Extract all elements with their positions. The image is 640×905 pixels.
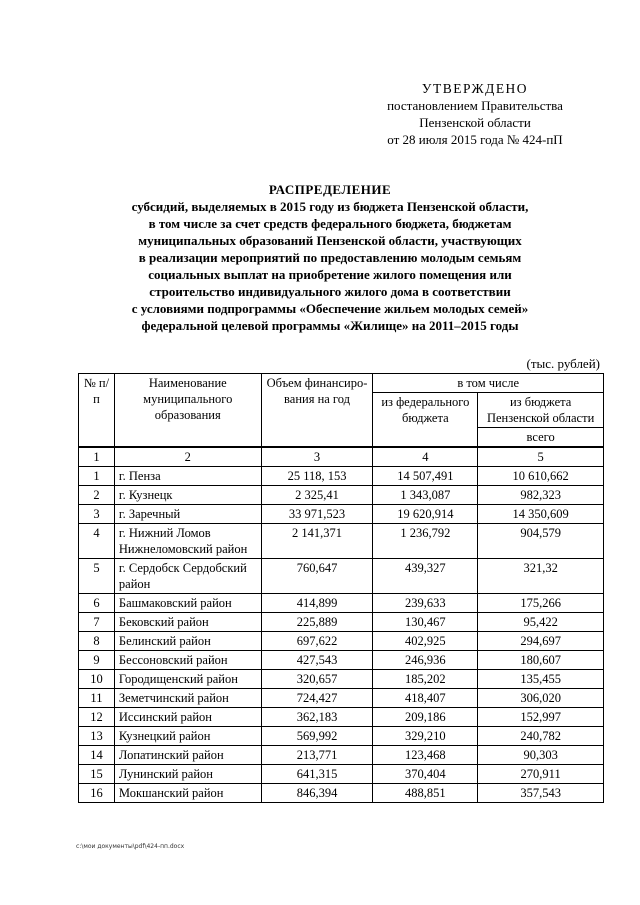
total-amount: 846,394: [261, 784, 373, 803]
total-amount: 33 971,523: [261, 505, 373, 524]
table-row: [79, 727, 604, 746]
federal-amount: 209,186: [373, 708, 478, 727]
regional-amount: 95,422: [478, 613, 604, 632]
federal-amount: 185,202: [373, 670, 478, 689]
municipality-name: Иссинский район: [114, 708, 261, 727]
municipality-name: г. Сердобск Сердобский район: [114, 559, 261, 594]
total-amount: 320,657: [261, 670, 373, 689]
regional-amount: 306,020: [478, 689, 604, 708]
total-amount: 641,315: [261, 765, 373, 784]
total-amount: 213,771: [261, 746, 373, 765]
total-amount: 414,899: [261, 594, 373, 613]
column-number: 3: [261, 447, 373, 467]
row-number: 6: [79, 594, 115, 613]
row-number: 7: [79, 613, 115, 632]
row-number: 10: [79, 670, 115, 689]
total-amount: 2 141,371: [261, 524, 373, 559]
total-amount: 760,647: [261, 559, 373, 594]
approval-line: Пензенской области: [419, 115, 531, 130]
total-amount: 427,543: [261, 651, 373, 670]
total-amount: 25 118, 153: [261, 467, 373, 486]
header-including: в том числе: [373, 374, 604, 393]
header-num: № п/п: [79, 374, 115, 448]
table-row: [79, 559, 604, 594]
municipality-name: Городищенский район: [114, 670, 261, 689]
approval-line: от 28 июля 2015 года № 424-пП: [387, 132, 563, 147]
regional-amount: 180,607: [478, 651, 604, 670]
title-line: в реализации мероприятий по предоставлению молодым семьям: [138, 250, 522, 265]
federal-amount: 370,404: [373, 765, 478, 784]
municipality-name: Мокшанский район: [114, 784, 261, 803]
row-number: 13: [79, 727, 115, 746]
municipality-name: г. Пенза: [114, 467, 261, 486]
table-row: [79, 467, 604, 486]
title-line: строительство индивидуального жилого дома в соответствии: [149, 284, 511, 299]
total-amount: 2 325,41: [261, 486, 373, 505]
row-number: 9: [79, 651, 115, 670]
municipality-name: г. Кузнецк: [114, 486, 261, 505]
row-number: 3: [79, 505, 115, 524]
title-line: федеральной целевой программы «Жилище» на 2011–2015 годы: [141, 318, 519, 333]
header-total: Объем финансиро-вания на год: [261, 374, 373, 448]
approval-line: постановлением Правительства: [387, 98, 563, 113]
regional-amount: 270,911: [478, 765, 604, 784]
document-title: [60, 181, 600, 334]
federal-amount: 418,407: [373, 689, 478, 708]
row-number: 5: [79, 559, 115, 594]
federal-amount: 123,468: [373, 746, 478, 765]
table-row: [79, 594, 604, 613]
municipality-name: Земетчинский район: [114, 689, 261, 708]
municipality-name: Башмаковский район: [114, 594, 261, 613]
title-line: с условиями подпрограммы «Обеспечение жильем молодых семей»: [131, 301, 529, 316]
title-line: в том числе за счет средств федерального бюджета, бюджетам: [148, 216, 512, 231]
column-number: 1: [79, 447, 115, 467]
row-number: 14: [79, 746, 115, 765]
header-regional: из бюджета Пензенской области: [478, 393, 604, 428]
table-row: [79, 765, 604, 784]
column-number: 4: [373, 447, 478, 467]
regional-amount: 294,697: [478, 632, 604, 651]
row-number: 12: [79, 708, 115, 727]
column-number: 5: [478, 447, 604, 467]
row-number: 4: [79, 524, 115, 559]
federal-amount: 14 507,491: [373, 467, 478, 486]
regional-amount: 90,303: [478, 746, 604, 765]
regional-amount: 982,323: [478, 486, 604, 505]
total-amount: 724,427: [261, 689, 373, 708]
column-number: 2: [114, 447, 261, 467]
federal-amount: 19 620,914: [373, 505, 478, 524]
table-row: [79, 613, 604, 632]
regional-amount: 321,32: [478, 559, 604, 594]
title-line: муниципальных образований Пензенской области, участвующих: [138, 233, 522, 248]
municipality-name: г. Заречный: [114, 505, 261, 524]
file-path-footer: c:\мои документы\pdf\424-пп.docx: [76, 843, 185, 850]
column-number-row: [79, 447, 604, 467]
regional-amount: 175,266: [478, 594, 604, 613]
municipality-name: Бессоновский район: [114, 651, 261, 670]
regional-amount: 135,455: [478, 670, 604, 689]
regional-amount: 904,579: [478, 524, 604, 559]
regional-amount: 14 350,609: [478, 505, 604, 524]
federal-amount: 439,327: [373, 559, 478, 594]
regional-amount: 152,997: [478, 708, 604, 727]
table-row: [79, 632, 604, 651]
row-number: 8: [79, 632, 115, 651]
table-row: [79, 708, 604, 727]
title-line: социальных выплат на приобретение жилого помещения или: [148, 267, 512, 282]
table-row: [79, 505, 604, 524]
total-amount: 697,622: [261, 632, 373, 651]
municipality-name: Белинский район: [114, 632, 261, 651]
row-number: 1: [79, 467, 115, 486]
regional-amount: 240,782: [478, 727, 604, 746]
federal-amount: 246,936: [373, 651, 478, 670]
row-number: 15: [79, 765, 115, 784]
header-regional-all: всего: [478, 428, 604, 448]
units-label: (тыс. рублей): [526, 356, 600, 371]
distribution-table: [78, 373, 604, 803]
row-number: 16: [79, 784, 115, 803]
table-row: [79, 670, 604, 689]
table-row: [79, 784, 604, 803]
federal-amount: 402,925: [373, 632, 478, 651]
municipality-name: Бековский район: [114, 613, 261, 632]
municipality-name: г. Нижний Ломов Нижнеломовский район: [114, 524, 261, 559]
total-amount: 362,183: [261, 708, 373, 727]
row-number: 11: [79, 689, 115, 708]
federal-amount: 1 236,792: [373, 524, 478, 559]
federal-amount: 130,467: [373, 613, 478, 632]
municipality-name: Лопатинский район: [114, 746, 261, 765]
table-row: [79, 689, 604, 708]
total-amount: 569,992: [261, 727, 373, 746]
federal-amount: 239,633: [373, 594, 478, 613]
header-federal: из федерального бюджета: [373, 393, 478, 448]
municipality-name: Кузнецкий район: [114, 727, 261, 746]
table-row: [79, 746, 604, 765]
table-row: [79, 651, 604, 670]
title-line: субсидий, выделяемых в 2015 году из бюджета Пензенской области,: [131, 199, 529, 214]
row-number: 2: [79, 486, 115, 505]
regional-amount: 357,543: [478, 784, 604, 803]
federal-amount: 1 343,087: [373, 486, 478, 505]
approval-heading: УТВЕРЖДЕНО: [421, 81, 529, 96]
table-row: [79, 524, 604, 559]
regional-amount: 10 610,662: [478, 467, 604, 486]
approval-block: [355, 80, 595, 148]
header-name: Наименование муниципального образования: [114, 374, 261, 448]
federal-amount: 329,210: [373, 727, 478, 746]
federal-amount: 488,851: [373, 784, 478, 803]
title-main: РАСПРЕДЕЛЕНИЕ: [268, 182, 392, 197]
municipality-name: Лунинский район: [114, 765, 261, 784]
table-body: [79, 467, 604, 803]
total-amount: 225,889: [261, 613, 373, 632]
table-row: [79, 486, 604, 505]
